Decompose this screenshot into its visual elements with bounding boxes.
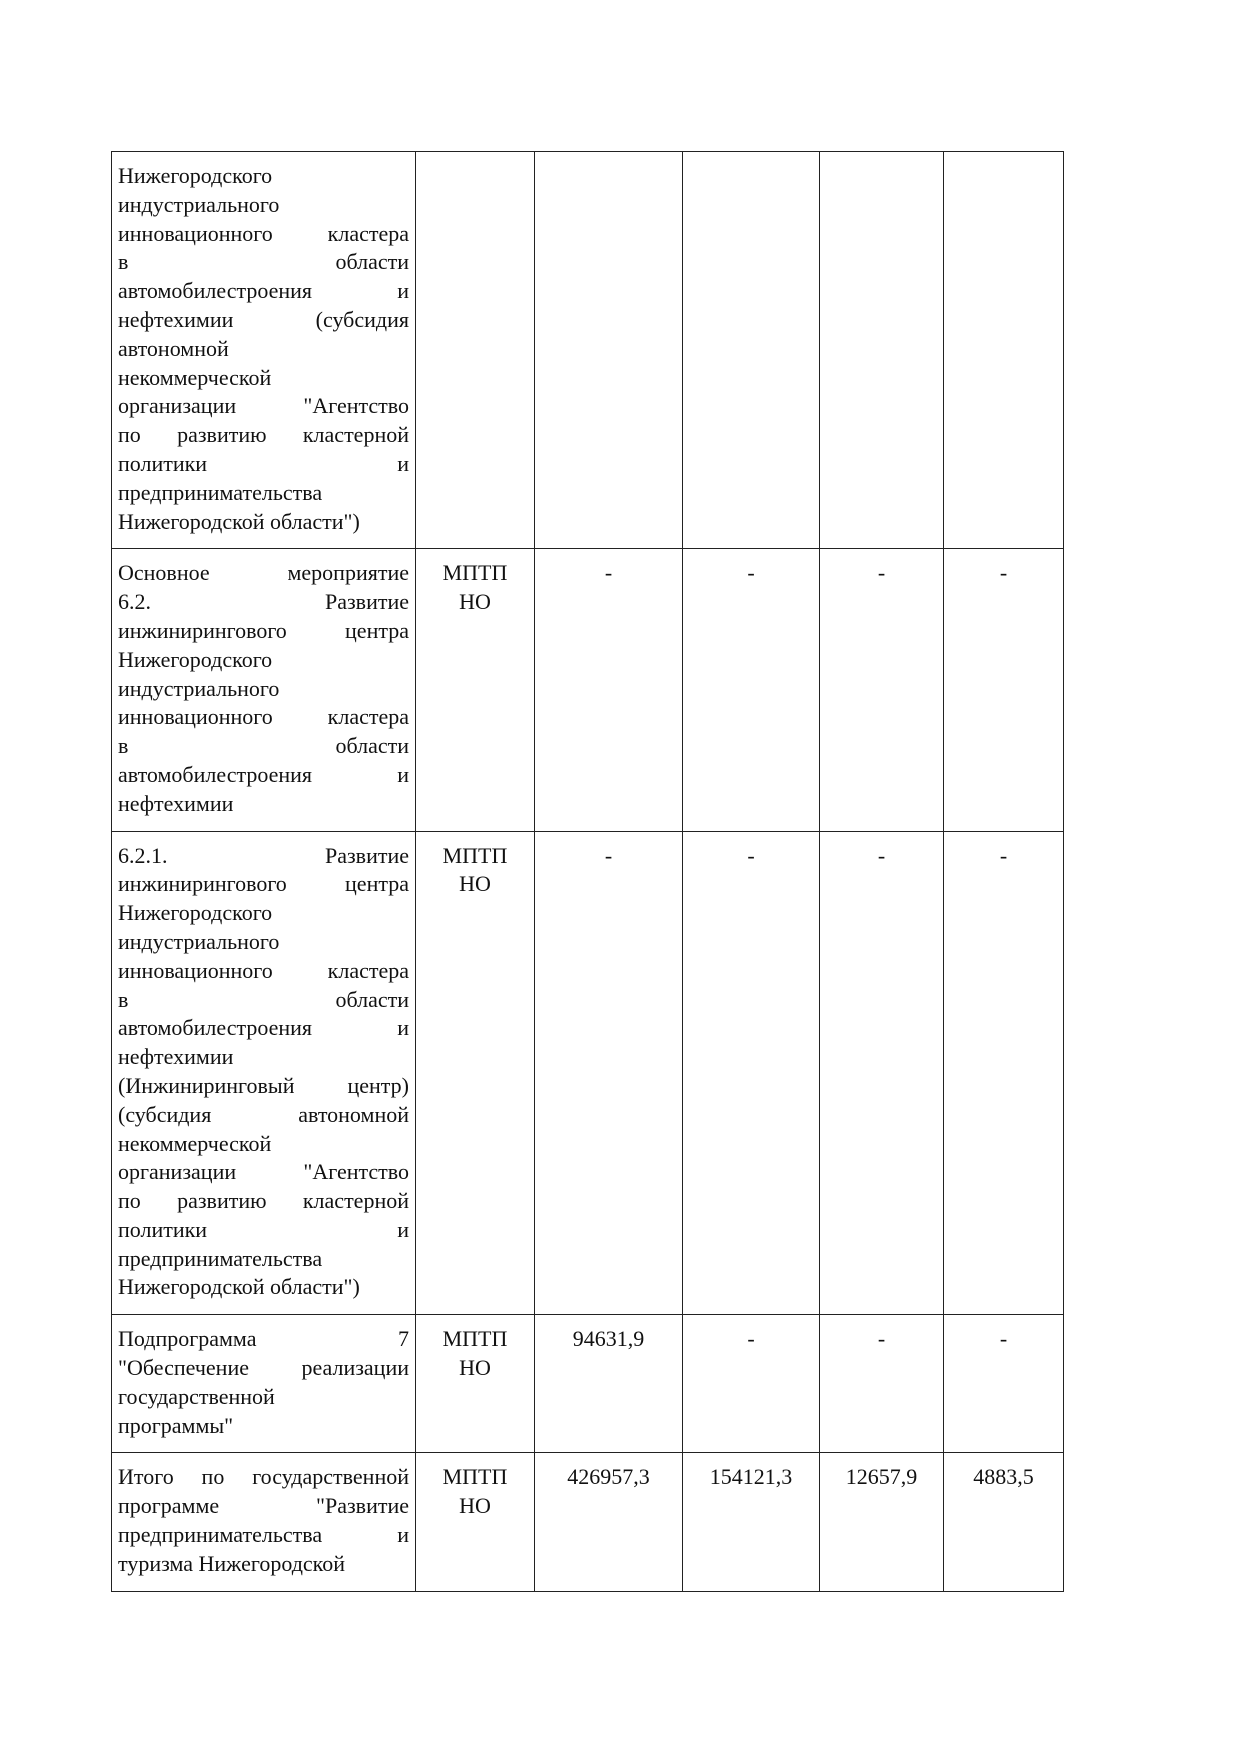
table-row: [112, 549, 1064, 831]
activity-name-line: нефтехимии: [118, 1044, 234, 1070]
table-row: [112, 831, 1064, 1315]
value-cell: 4883,5: [944, 1453, 1064, 1591]
activity-name-line: Нижегородской области"): [118, 1274, 360, 1300]
activity-name-line: автомобилестроения и: [118, 1015, 409, 1041]
table-row: [112, 1453, 1064, 1591]
activity-name-line: государственной: [118, 1383, 275, 1409]
activity-name-line: организации "Агентство: [118, 393, 409, 419]
activity-name-line: автономной: [118, 335, 229, 361]
value-cell: -: [535, 831, 683, 1315]
activity-name-line: Итого по государственной: [118, 1464, 409, 1490]
value-cell: -: [820, 831, 944, 1315]
value-cell: -: [944, 549, 1064, 831]
activity-name-cell: [112, 1453, 416, 1591]
activity-name-line: Основное мероприятие: [118, 560, 409, 586]
value-cell: [535, 152, 683, 549]
responsible-cell: [416, 1453, 535, 1591]
activity-name-line: Нижегородского: [118, 163, 273, 188]
responsible-cell: [416, 152, 535, 549]
activity-name-line: программы": [118, 1412, 234, 1438]
value-cell: -: [820, 549, 944, 831]
activity-name-line: "Обеспечение реализации: [118, 1355, 409, 1381]
activity-name-line: автомобилестроения и: [118, 278, 409, 304]
responsible-line: МПТП: [442, 842, 508, 868]
activity-name-line: политики и: [118, 1216, 409, 1242]
table-row: [112, 152, 1064, 549]
activity-name-line: инновационного кластера: [118, 957, 409, 983]
responsible-cell: [416, 549, 535, 831]
activity-name-line: туризма Нижегородской: [118, 1550, 345, 1576]
activity-name-line: программе "Развитие: [118, 1493, 409, 1519]
activity-name-line: по развитию кластерной: [118, 1188, 409, 1214]
value-cell: -: [944, 831, 1064, 1315]
activity-name-line: (Инжиниринговый центр): [118, 1072, 409, 1098]
activity-name-cell: [112, 549, 416, 831]
value-cell: 94631,9: [535, 1315, 683, 1453]
activity-name-line: политики и: [118, 450, 409, 476]
activity-name-line: предпринимательства: [118, 479, 323, 505]
value-cell: [683, 152, 820, 549]
value-cell: 426957,3: [535, 1453, 683, 1591]
activity-name-line: в области: [118, 249, 409, 275]
activity-name-line: нефтехимии (субсидия: [118, 306, 409, 332]
responsible-line: НО: [459, 1355, 491, 1381]
activity-name-line: некоммерческой: [118, 1130, 272, 1156]
activity-name-line: Подпрограмма 7: [118, 1326, 409, 1352]
activity-name-line: 6.2. Развитие: [118, 589, 409, 615]
activity-name-line: индустриального: [118, 928, 280, 954]
activity-name-line: по развитию кластерной: [118, 422, 409, 448]
value-cell: -: [820, 1315, 944, 1453]
activity-name-line: организации "Агентство: [118, 1159, 409, 1185]
activity-name-line: инновационного кластера: [118, 704, 409, 730]
value-cell: 12657,9: [820, 1453, 944, 1591]
activity-name-line: в области: [118, 986, 409, 1012]
activity-name-line: предпринимательства: [118, 1245, 323, 1271]
activity-name-line: некоммерческой: [118, 364, 272, 390]
table-row: [112, 1315, 1064, 1453]
activity-name-line: индустриального: [118, 675, 280, 701]
activity-name-cell: [112, 1315, 416, 1453]
responsible-line: НО: [459, 1493, 491, 1519]
value-cell: -: [683, 831, 820, 1315]
value-cell: -: [683, 549, 820, 831]
activity-name-line: индустриального: [118, 191, 280, 217]
responsible-cell: [416, 1315, 535, 1453]
table-body: [112, 152, 1064, 1592]
activity-name-line: инновационного кластера: [118, 220, 409, 246]
responsible-line: НО: [459, 871, 491, 897]
activity-name-line: Нижегородской области"): [118, 508, 360, 534]
activity-name-line: (субсидия автономной: [118, 1101, 409, 1127]
activity-name-line: предпринимательства и: [118, 1522, 409, 1548]
value-cell: -: [683, 1315, 820, 1453]
activity-name-line: 6.2.1. Развитие: [118, 842, 409, 868]
activity-name-line: в области: [118, 733, 409, 759]
budget-table: [111, 151, 1064, 1592]
value-cell: -: [944, 1315, 1064, 1453]
activity-name-line: инжинирингового центра: [118, 617, 409, 643]
value-cell: -: [535, 549, 683, 831]
activity-name-line: инжинирингового центра: [118, 871, 409, 897]
activity-name-cell: [112, 152, 416, 549]
responsible-line: НО: [459, 589, 491, 615]
activity-name-line: Нижегородского: [118, 900, 273, 926]
value-cell: [820, 152, 944, 549]
responsible-line: МПТП: [442, 1326, 508, 1352]
activity-name-cell: [112, 831, 416, 1315]
responsible-line: МПТП: [442, 1464, 508, 1490]
value-cell: [944, 152, 1064, 549]
activity-name-line: нефтехимии: [118, 790, 234, 816]
activity-name-line: Нижегородского: [118, 646, 273, 672]
responsible-line: МПТП: [442, 560, 508, 586]
responsible-cell: [416, 831, 535, 1315]
activity-name-line: автомобилестроения и: [118, 761, 409, 787]
value-cell: 154121,3: [683, 1453, 820, 1591]
